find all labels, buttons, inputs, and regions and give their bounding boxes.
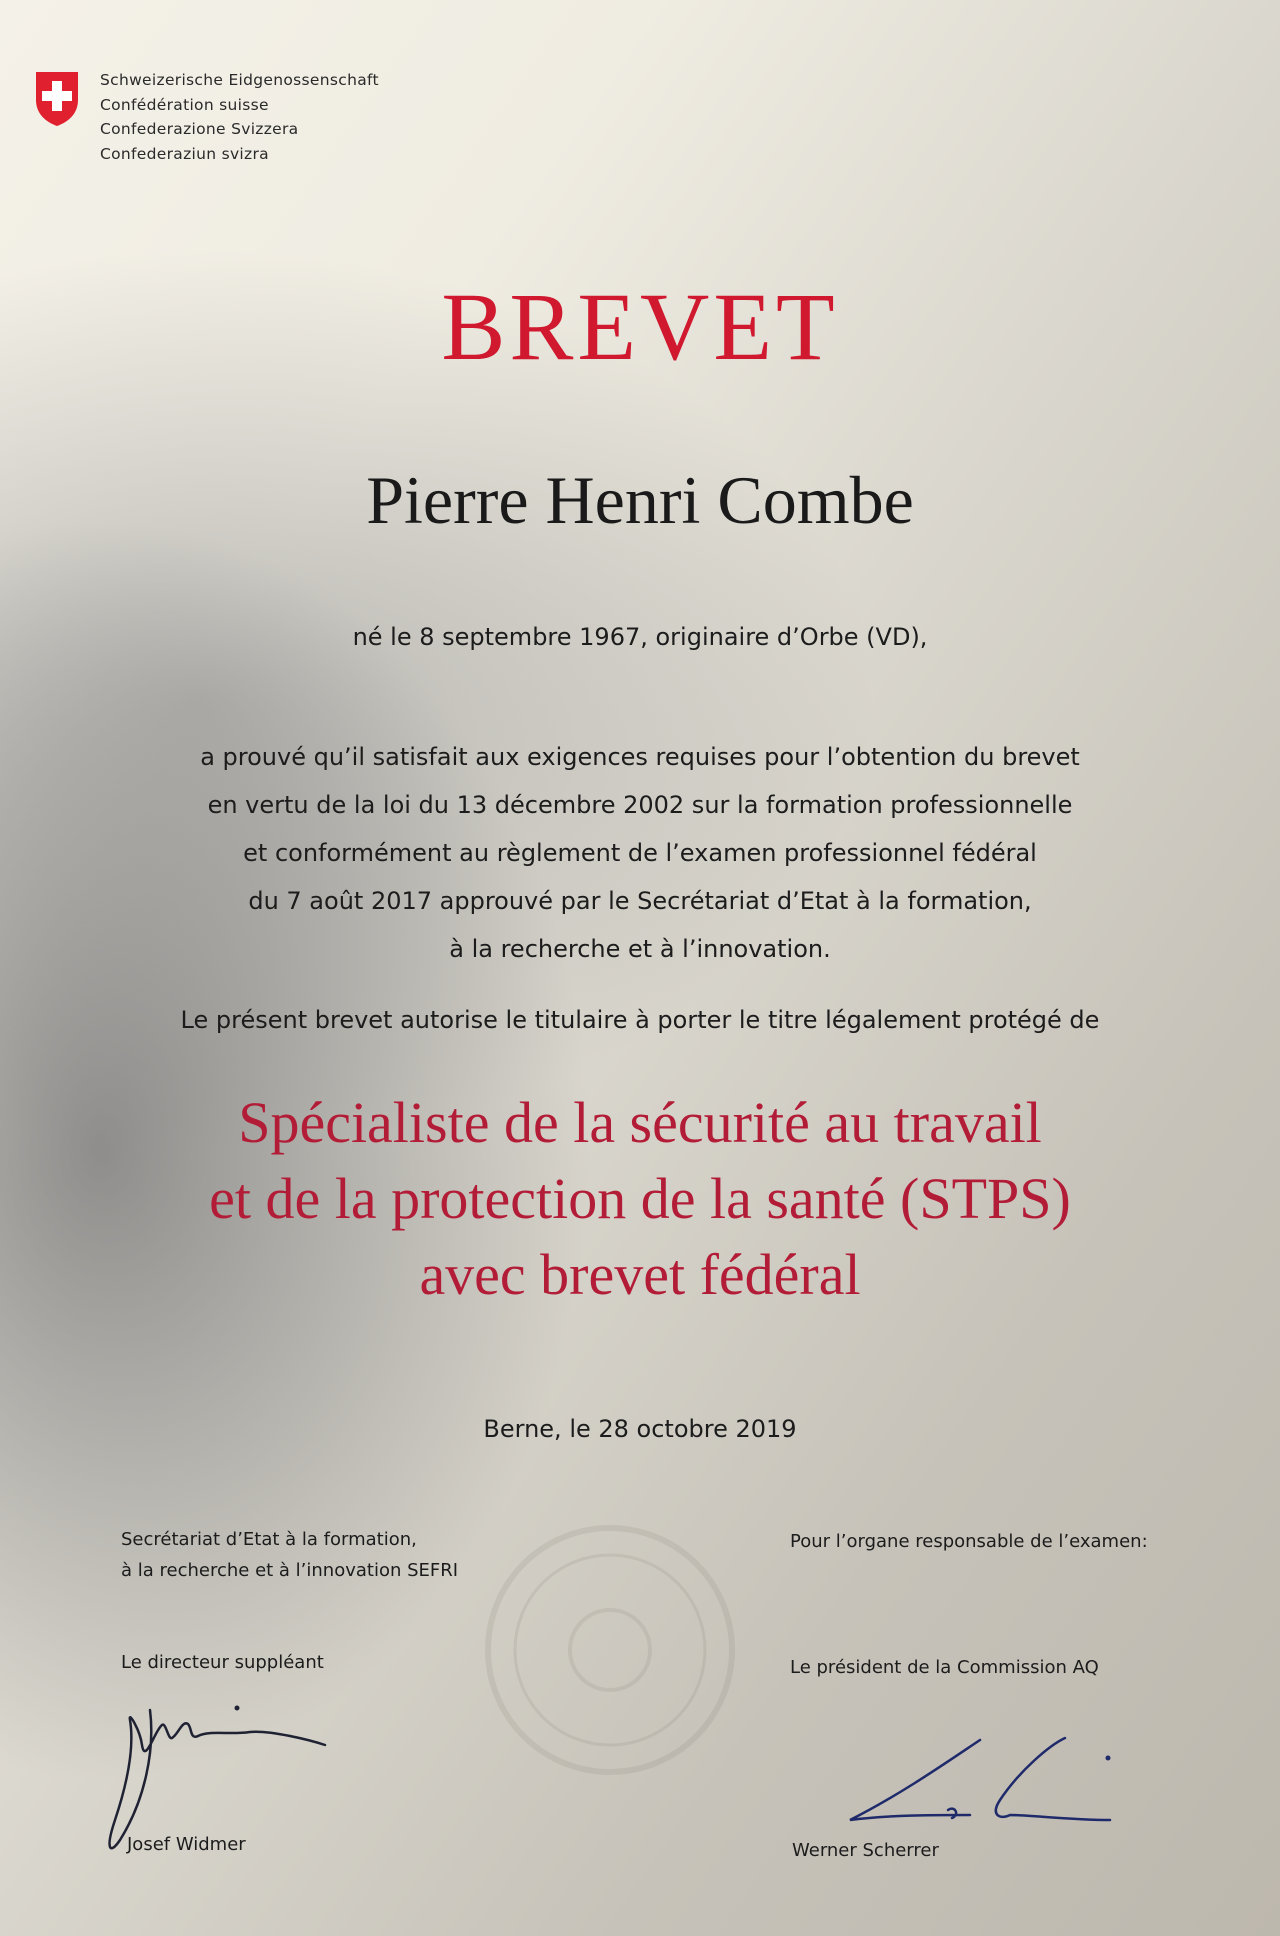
birth-line: né le 8 septembre 1967, originaire d’Orbe (VD), [352, 623, 928, 651]
right-org-line1: Pour l’organe responsable de l’examen: [790, 1531, 1148, 1552]
degree-line: avec brevet fédéral [419, 1242, 861, 1307]
right-signatory-name: Werner Scherrer [792, 1840, 939, 1861]
body-paragraph [0, 733, 1280, 973]
left-signatory-name: Josef Widmer [127, 1834, 246, 1855]
confederation-name-fr: Confédération suisse [100, 95, 269, 114]
body-line: à la recherche et à l’innovation. [449, 935, 831, 963]
certificate-title: BREVET [441, 273, 839, 380]
swiss-cross-crest-icon [32, 70, 82, 128]
embossed-seal-icon [480, 1520, 740, 1780]
body-line: en vertu de la loi du 13 décembre 2002 sur la formation professionnelle [207, 791, 1073, 819]
degree-title [0, 1085, 1280, 1313]
body-line: du 7 août 2017 approuvé par le Secrétariat d’Etat à la formation, [248, 887, 1032, 915]
confederation-name-it: Confederazione Svizzera [100, 120, 299, 138]
confederation-name-de: Schweizerische Eidgenossenschaft [100, 71, 379, 89]
holder-name: Pierre Henri Combe [366, 462, 914, 538]
left-org-line2: à la recherche et à l’innovation SEFRI [121, 1560, 459, 1581]
right-signatory-role: Le président de la Commission AQ [790, 1657, 1099, 1678]
authorization-line: Le présent brevet autorise le titulaire à porter le titre légalement protégé de [180, 1006, 1100, 1034]
confederation-name-rm: Confederaziun svizra [100, 144, 269, 163]
confederation-names [100, 68, 379, 166]
place-date: Berne, le 28 octobre 2019 [483, 1415, 797, 1443]
left-org-line1: Secrétariat d’Etat à la formation, [121, 1529, 417, 1550]
body-line: et conformément au règlement de l’examen professionnel fédéral [243, 839, 1037, 867]
body-line: a prouvé qu’il satisfait aux exigences requises pour l’obtention du brevet [200, 743, 1080, 771]
degree-line: Spécialiste de la sécurité au travail [238, 1090, 1042, 1155]
swiss-confederation-header [32, 68, 379, 166]
degree-line: et de la protection de la santé (STPS) [209, 1166, 1071, 1231]
left-signatory-role: Le directeur suppléant [121, 1652, 324, 1673]
right-signature-icon [830, 1720, 1120, 1840]
